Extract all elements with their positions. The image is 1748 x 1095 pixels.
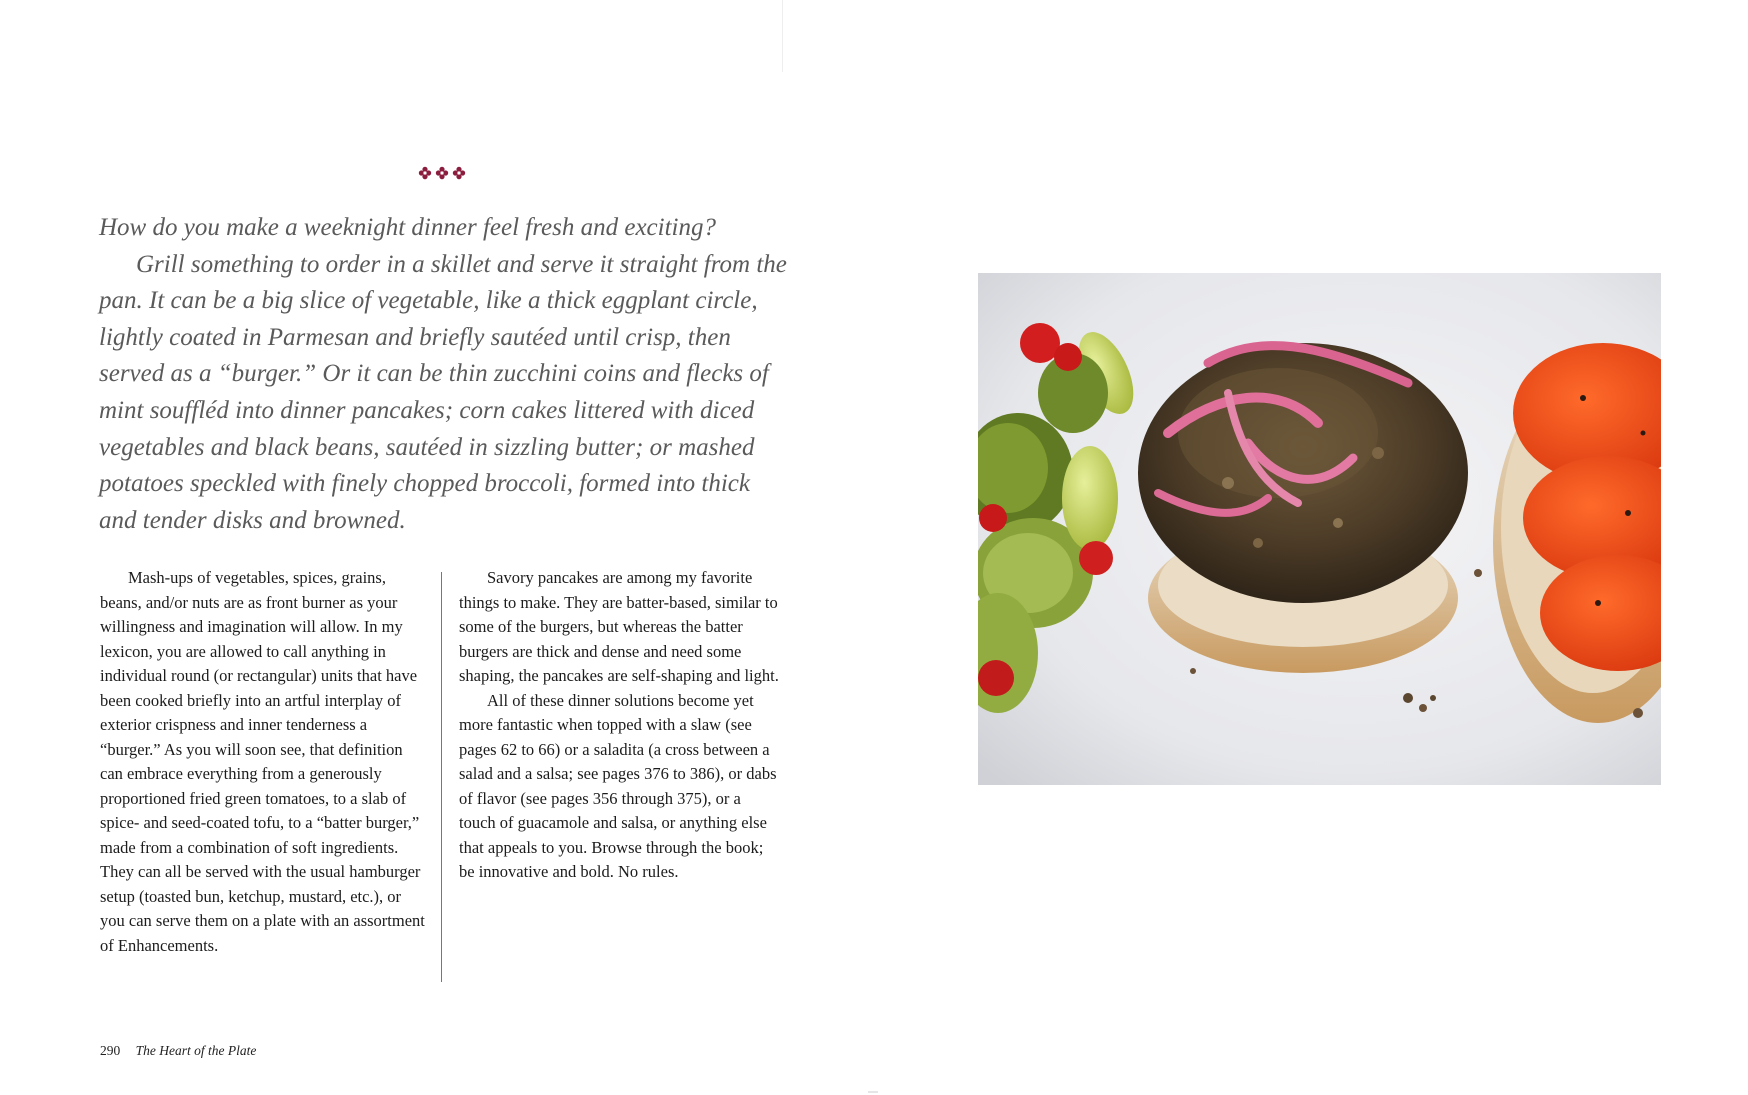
page-number: 290 — [100, 1043, 121, 1058]
body-column-right — [459, 566, 781, 885]
flower-ornament-icon — [418, 166, 432, 180]
flower-ornament-icon — [435, 166, 449, 180]
body-paragraph: All of these dinner solutions become yet more fantastic when topped with a slaw (see pages 62 to 66) or a saladita (a cross between a salad and a salsa; see pages 376 to 386), or dabs of flavor (see pages 356 through 375), or a touch of guacamole and salsa, or anything else that appeals to you. Browse through the book; be innovative and bold. No rules. — [459, 690, 777, 881]
intro-question: How do you make a weeknight dinner feel fresh and exciting? — [99, 214, 716, 241]
gutter-line — [782, 0, 783, 72]
running-title: The Heart of the Plate — [135, 1043, 257, 1058]
column-rule — [441, 572, 442, 982]
intro-paragraph: Grill something to order in a skillet and serve it straight from the pan. It can be a big slice of vegetable, like a thick eggplant circle, lightly coated in Parmesan and briefly sautéed until crisp, then served as a “burger.” Or it can be thin zucchini coins and flecks of mint souffléd into dinner pancakes; corn cakes littered with diced vegetables and black beans, sautéed in sizzling butter; or mashed potatoes speckled with finely chopped broccoli, formed into thick and tender disks and browned. — [99, 250, 787, 534]
burger-photo — [978, 273, 1661, 785]
bottom-mark — [868, 1091, 878, 1093]
section-ornament — [418, 166, 466, 180]
body-paragraph: Mash-ups of vegetables, spices, grains, beans, and/or nuts are as front burner as your willingness and imagination will allow. In my lexicon, you are allowed to call anything in individual round (or rectangular) units that have been cooked briefly into an artful interplay of exterior crispness and inner tenderness a “burger.” As you will soon see, that definition can embrace everything from a generously proportioned fried green tomatoes, to a slab of spice- and seed-coated tofu, to a “batter burger,” made from a combination of soft ingredients. They can all be served with the usual hamburger setup (toasted bun, ketchup, mustard, etc.), or you can serve them on a plate with an assortment of Enhancements. — [100, 568, 425, 955]
body-column-left — [100, 566, 428, 958]
flower-ornament-icon — [452, 166, 466, 180]
page-footer — [100, 1043, 256, 1059]
body-paragraph: Savory pancakes are among my favorite things to make. They are batter-based, similar to some of the burgers, but whereas the batter burgers are thick and dense and need some shaping, the pancakes are self-shaping and light. — [459, 568, 779, 685]
intro-text — [99, 210, 789, 539]
